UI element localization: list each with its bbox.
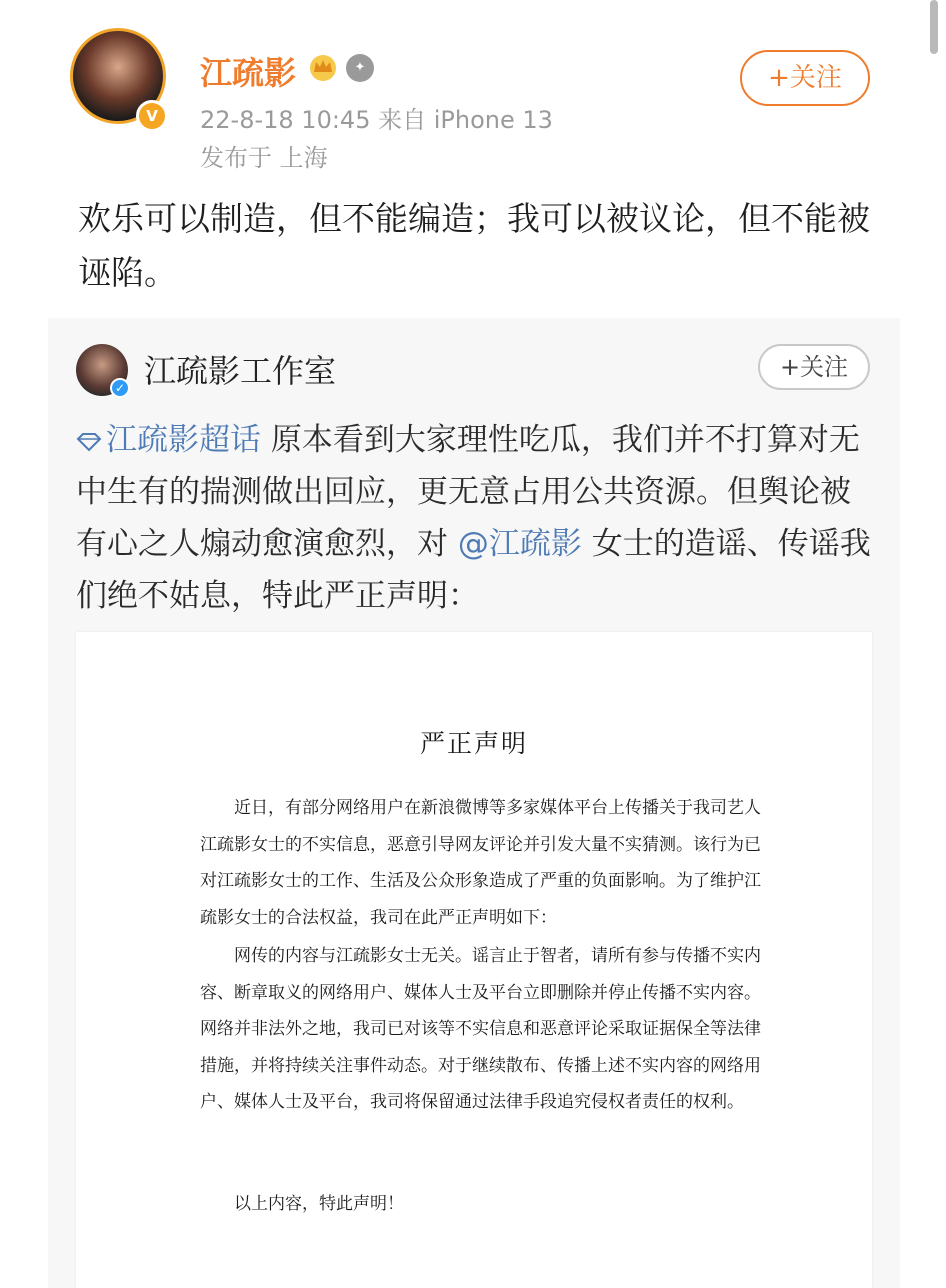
post-timestamp: 22-8-18 10:45 [200, 106, 371, 134]
blue-verified-icon: ✓ [110, 378, 130, 398]
statement-closing: 以上内容，特此声明！ [234, 1194, 404, 1214]
post-header [0, 0, 946, 180]
statement-title: 严正声明 [419, 729, 528, 758]
medal-icon: ✦ [346, 54, 374, 82]
follow-button[interactable]: +关注 [740, 50, 870, 106]
repost-card[interactable] [48, 318, 900, 1288]
verified-v-icon: V [136, 100, 168, 132]
super-topic-link[interactable] [76, 422, 261, 458]
repost-follow-button[interactable]: +关注 [758, 344, 870, 390]
repost-author[interactable]: 江疏影工作室 [144, 352, 337, 390]
super-topic-label: 江疏影超话 [106, 422, 261, 458]
statement-image[interactable] [76, 632, 872, 1288]
repost-text [76, 414, 876, 622]
diamond-icon [76, 432, 102, 452]
repost-text-part2: 女士的造谣、传谣我们绝不姑息，特此严正声明： [76, 526, 871, 614]
username[interactable]: 江疏影 [200, 54, 297, 92]
post-source: 来自 iPhone 13 [378, 106, 553, 134]
crown-icon [306, 52, 340, 82]
mention-link[interactable]: @江疏影 [457, 526, 582, 562]
scrollbar[interactable] [930, 0, 938, 54]
statement-paragraph: 网传的内容与江疏影女士无关。谣言止于智者，请所有参与传播不实内容、断章取义的网络用户、媒体人士及平台立即删除并停止传播不实内容。网络并非法外之地，我司已对该等不实信息和恶意评论采取证据保全等法律措施，并将持续关注事件动态。对于继续散布、传播上述不实内容的网络用户、媒体人士及平台，我司将保留通过法律手段追究侵权者责任的权利。 [200, 946, 761, 1112]
post-location: 发布于 上海 [200, 144, 328, 172]
statement-paragraph: 近日，有部分网络用户在新浪微博等多家媒体平台上传播关于我司艺人江疏影女士的不实信息，恶意引导网友评论并引发大量不实猜测。该行为已对江疏影女士的工作、生活及公众形象造成了严重的负面影响。为了维护江疏影女士的合法权益，我司在此严正声明如下： [200, 798, 761, 928]
repost-text-part1: 原本看到大家理性吃瓜，我们并不打算对无中生有的揣测做出回应，更无意占用公共资源。但舆论被有心之人煽动愈演愈烈，对 [76, 422, 860, 562]
post-text: 欢乐可以制造，但不能编造；我可以被议论，但不能被诬陷。 [78, 199, 870, 292]
post-meta [200, 100, 553, 135]
